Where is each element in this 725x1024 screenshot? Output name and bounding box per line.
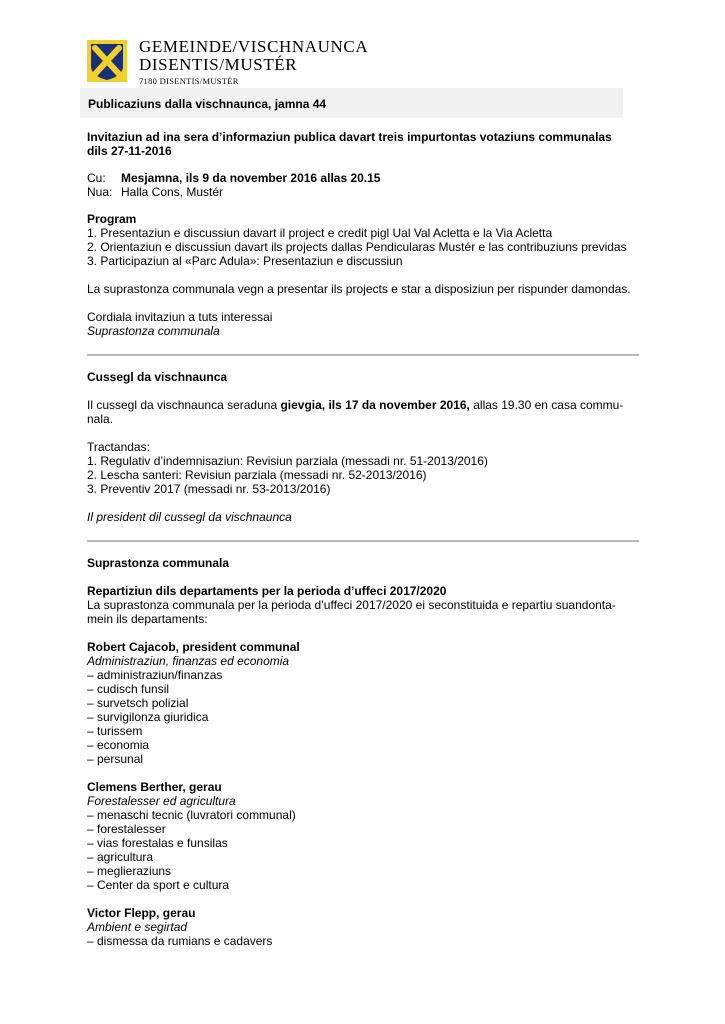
person-department: Forestalesser ed agricultura — [87, 794, 236, 808]
section-divider — [87, 354, 639, 356]
tractanda-item: 3. Preventiv 2017 (messadi nr. 53-2013/2016) — [87, 482, 331, 496]
when-value: Mesjamna, ils 9 da november 2016 allas 20.15 — [121, 171, 381, 185]
board-heading: Suprastonza communala — [87, 556, 230, 570]
invitation-signature: Suprastonza communala — [87, 324, 220, 338]
tractanda-item: 1. Regulativ d’indemnisaziun: Revisiun parziala (messadi nr. 51-2013/2016) — [87, 454, 488, 468]
event-when — [87, 171, 639, 185]
department-item: – meglieraziuns — [87, 864, 172, 878]
where-value: Halla Cons, Mustér — [121, 185, 224, 199]
departments-subheading: Repartiziun dils departaments per la perioda d’uffeci 2017/2020 — [87, 584, 447, 598]
department-item: – agricultura — [87, 850, 154, 864]
event-where — [87, 185, 639, 199]
tractandas-label: Tractandas: — [87, 440, 150, 454]
department-item: – turissem — [87, 724, 143, 738]
department-item: – persunal — [87, 752, 144, 766]
municipality-header — [139, 38, 368, 86]
person-name: Robert Cajacob, president communal — [87, 640, 300, 654]
program-item: 1. Presentaziun e discussiun davart il project e credit pigl Ual Val Acletta e la Via Acletta — [87, 226, 553, 240]
department-item: – Center da sport e cultura — [87, 878, 230, 892]
publication-banner — [80, 88, 623, 118]
council-text-a: Il cussegl da vischnaunca seraduna — [87, 398, 281, 412]
council-paragraph — [87, 398, 639, 412]
invitation-title-line2: dils 27-11-2016 — [87, 144, 172, 158]
municipality-address: 7180 DISENTIS/MUSTÉR — [139, 76, 239, 86]
department-item: – survetsch polizial — [87, 696, 189, 710]
department-item: – administraziun/finanzas — [87, 668, 223, 682]
person-name: Clemens Berther, gerau — [87, 780, 222, 794]
departments-intro-line2: mein ils departaments: — [87, 612, 208, 626]
person-department: Ambient e segirtad — [87, 920, 188, 934]
when-label: Cu: — [87, 171, 106, 185]
document-body — [87, 130, 639, 948]
coat-of-arms-logo — [87, 40, 127, 82]
section-divider — [87, 540, 639, 542]
department-item: – forestalesser — [87, 822, 166, 836]
program-heading: Program — [87, 212, 137, 226]
department-item: – vias forestalas e funsilas — [87, 836, 228, 850]
program-item: 2. Orientaziun e discussiun davart ils projects dallas Pendicularas Mustér e las contribuziuns previdas — [87, 240, 627, 254]
person-name: Victor Flepp, gerau — [87, 906, 196, 920]
banner-title: Publicaziuns dalla vischnaunca, jamna 44 — [88, 97, 327, 111]
council-paragraph-end: nala. — [87, 412, 114, 426]
council-heading: Cussegl da vischnaunca — [87, 370, 228, 384]
municipality-name-line1: GEMEINDE/VISCHNAUNCA — [139, 37, 369, 56]
where-label: Nua: — [87, 185, 113, 199]
municipality-name-line2: DISENTIS/MUSTÉR — [139, 55, 298, 74]
department-item: – survigilonza giuridica — [87, 710, 209, 724]
invitation-closing: Cordiala invitaziun a tuts interessai — [87, 310, 273, 324]
invitation-paragraph: La suprastonza communala vegn a presentar ils projects e star a disposiziun per rispunder damondas. — [87, 282, 631, 296]
tractanda-item: 2. Lescha santeri: Revisiun parziala (messadi nr. 52-2013/2016) — [87, 468, 427, 482]
program-item: 3. Participaziun al «Parc Adula»: Presentaziun e discussiun — [87, 254, 403, 268]
person-department: Administraziun, finanzas ed economia — [87, 654, 290, 668]
council-date: gievgia, ils 17 da november 2016, — [280, 398, 470, 412]
department-item: – dismessa da rumians e cadavers — [87, 934, 273, 948]
invitation-title: Invitaziun ad ina sera d’informaziun publica davart treis impurtontas votaziuns communalas — [87, 130, 612, 144]
department-item: – economia — [87, 738, 150, 752]
council-text-c: allas 19.30 en casa commu- — [469, 398, 624, 412]
council-signature: Il president dil cussegl da vischnaunca — [87, 510, 292, 524]
department-item: – cudisch funsil — [87, 682, 170, 696]
departments-intro: La suprastonza communala per la perioda d’uffeci 2017/2020 ei seconstituida e repartiu suandonta- — [87, 598, 616, 612]
department-item: – menaschi tecnic (luvratori communal) — [87, 808, 296, 822]
